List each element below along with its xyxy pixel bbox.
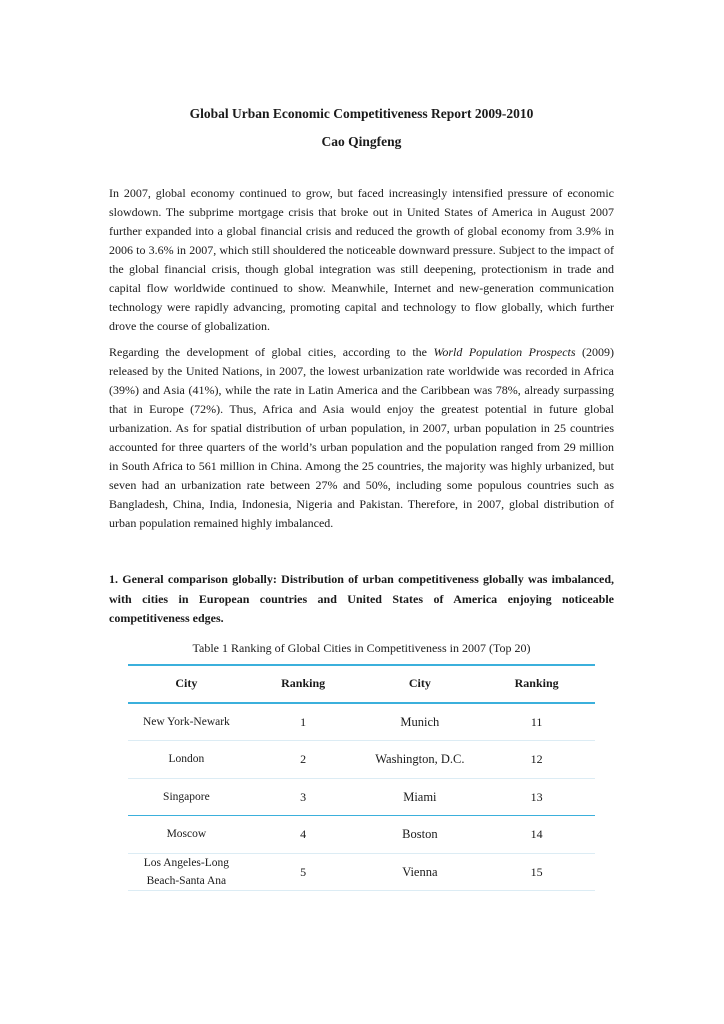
table-cell: 12 bbox=[478, 741, 595, 779]
table-row bbox=[128, 853, 595, 891]
table-cell: Singapore bbox=[128, 778, 245, 816]
table-cell: 1 bbox=[245, 703, 362, 741]
table-cell: 3 bbox=[245, 778, 362, 816]
table-cell: 5 bbox=[245, 853, 362, 891]
table-cell: 4 bbox=[245, 816, 362, 854]
paragraph-text-after: (2009) released by the United Nations, in 2007, the lowest urbanization rate worldwide was recorded in Africa (39%) and Asia (41%), while the rate in Latin America and the Caribbean was 78%, already surpassing that in Europe (72%). Thus, Africa and Asia would enjoy the greatest potential in future global urbanization. As for spatial distribution of urban population, in 2007, urban population in 25 countries accounted for three quarters of the world’s urban population and the population ranged from 29 million in South Africa to 561 million in China. Among the 25 countries, the majority was highly urbanized, but seven had an urbanization rate between 27% and 50%, including some populous countries such as Bangladesh, China, India, Indonesia, Nigeria and Pakistan. Therefore, in 2007, global distribution of urban population remained highly imbalanced. bbox=[109, 345, 614, 530]
table-cell: 13 bbox=[478, 778, 595, 816]
header-ranking-2: Ranking bbox=[478, 665, 595, 703]
table-cell: Los Angeles-Long Beach-Santa Ana bbox=[128, 853, 245, 891]
ranking-table bbox=[128, 664, 595, 892]
table-cell: Munich bbox=[362, 703, 479, 741]
author-name: Cao Qingfeng bbox=[321, 134, 402, 149]
publication-title: World Population Prospects bbox=[433, 345, 576, 359]
table-header-row bbox=[128, 665, 595, 703]
table-cell: Miami bbox=[362, 778, 479, 816]
section-heading: 1. General comparison globally: Distribution of urban competitiveness globally was imbalanced, with cities in European countries and United States of America enjoying noticeable competitiveness edges. bbox=[109, 572, 614, 625]
table-cell: 15 bbox=[478, 853, 595, 891]
table-cell: Moscow bbox=[128, 816, 245, 854]
table-cell: Vienna bbox=[362, 853, 479, 891]
header-city-1: City bbox=[128, 665, 245, 703]
intro-paragraph: In 2007, global economy continued to grow, but faced increasingly intensified pressure of economic slowdown. The subprime mortgage crisis that broke out in United States of America in August 2007 further expanded into a global financial crisis and reduced the growth of global economy from 3.9% in 2006 to 3.6% in 2007, which still shouldered the noticeable downward pressure. Subject to the impact of the global financial crisis, though global integration was still deepening, protectionism in trade and capital flow worldwide continued to show. Meanwhile, Internet and new-generation communication technology were rapidly advancing, promoting capital and technology to flow globally, which further drove the course of globalization. bbox=[109, 186, 614, 333]
report-title: Global Urban Economic Competitiveness Report 2009-2010 bbox=[189, 106, 534, 121]
paragraph-text-before: Regarding the development of global cities, according to the bbox=[109, 345, 434, 359]
table-row bbox=[128, 778, 595, 816]
table-row bbox=[128, 741, 595, 779]
table-cell: New York-Newark bbox=[128, 703, 245, 741]
header-ranking-1: Ranking bbox=[245, 665, 362, 703]
table-caption: Table 1 Ranking of Global Cities in Competitiveness in 2007 (Top 20) bbox=[192, 640, 531, 655]
table-cell: Boston bbox=[362, 816, 479, 854]
table-cell: London bbox=[128, 741, 245, 779]
document-page bbox=[109, 104, 614, 891]
table-row bbox=[128, 816, 595, 854]
table-row bbox=[128, 703, 595, 741]
table-cell: Washington, D.C. bbox=[362, 741, 479, 779]
table-cell: 14 bbox=[478, 816, 595, 854]
table-cell: 2 bbox=[245, 741, 362, 779]
urbanization-paragraph bbox=[109, 343, 614, 533]
header-city-2: City bbox=[362, 665, 479, 703]
table-cell: 11 bbox=[478, 703, 595, 741]
